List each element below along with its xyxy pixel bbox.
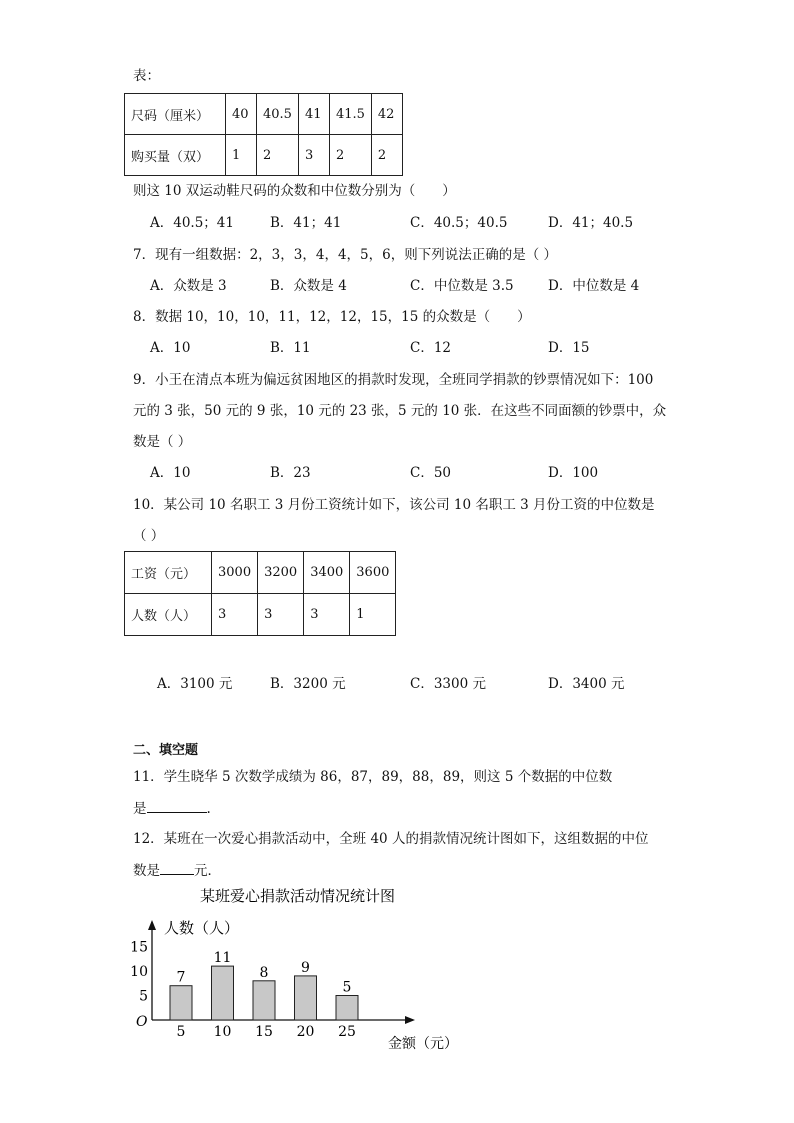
x-tick-label: 10	[213, 1024, 232, 1040]
q7-option-c: C．中位数是 3.5	[410, 278, 514, 294]
q6-option-d: D．41；40.5	[548, 215, 634, 231]
q6-option-b: B．41；41	[270, 215, 342, 231]
bar-data-label: 7	[176, 969, 186, 986]
origin-label: O	[136, 1014, 148, 1030]
bar	[212, 966, 234, 1020]
q12-prefix: 数是	[133, 863, 160, 879]
q7-option-a: A．众数是 3	[150, 278, 227, 294]
x-axis-label: 金额（元）	[388, 1036, 458, 1052]
bar	[253, 981, 275, 1020]
q11-suffix: .	[206, 801, 211, 817]
bar-data-label: 11	[213, 950, 232, 967]
q10-option-c: C．3300 元	[410, 676, 486, 692]
q11-line-1: 11．学生晓华 5 次数学成绩为 86，87，89，88，89，则这 5 个数据的中位数	[133, 769, 613, 785]
bar-data-label: 5	[342, 979, 352, 996]
table-row	[125, 94, 403, 135]
table-cell: 人数（人）	[125, 594, 212, 636]
bar-data-label: 9	[301, 959, 310, 976]
y-tick-label: 15	[130, 939, 148, 956]
table-row	[125, 594, 396, 636]
table-cell: 购买量（双）	[125, 135, 226, 176]
q6-intro: 表：	[133, 68, 160, 84]
shoe-size-table	[124, 93, 403, 176]
table-cell: 41	[298, 94, 329, 135]
q10-line-1: 10．某公司 10 名职工 3 月份工资统计如下，该公司 10 名职工 3 月份工资的中位数是	[133, 497, 655, 513]
bar-data-label: 8	[259, 964, 269, 981]
section-heading: 二、填空题	[133, 743, 199, 758]
x-tick-label: 20	[296, 1024, 315, 1040]
x-tick-label: 5	[176, 1024, 186, 1040]
y-tick-label: 10	[130, 964, 148, 980]
x-tick-label: 25	[338, 1024, 356, 1040]
table-cell: 2	[329, 135, 371, 176]
q9-line-3: 数是（ ）	[133, 434, 192, 450]
q10-option-a: A．3100 元	[157, 676, 233, 692]
table-cell: 3	[212, 594, 258, 636]
q12-line-2	[133, 860, 221, 881]
y-axis-arrow	[148, 920, 156, 930]
donation-bar-chart	[130, 880, 470, 1060]
q9-line-1: 9．小王在清点本班为偏远贫困地区的捐款时发现，全班同学捐款的钞票情况如下：100	[133, 372, 654, 388]
q7-option-d: D．中位数是 4	[548, 278, 640, 294]
table-cell: 工资（元）	[125, 552, 212, 594]
table-cell: 41.5	[329, 94, 371, 135]
table-cell: 42	[371, 94, 402, 135]
table-cell: 3	[304, 594, 350, 636]
q10-line-2: （ ）	[133, 528, 165, 544]
q12-suffix: 元．	[194, 863, 221, 879]
table-cell: 3600	[350, 552, 396, 594]
q8-option-b: B．11	[270, 340, 311, 356]
q6-question: 则这 10 双运动鞋尺码的众数和中位数分别为（ ）	[133, 183, 456, 199]
table-row	[125, 552, 396, 594]
bar	[336, 996, 358, 1021]
q7-option-b: B．众数是 4	[270, 278, 347, 294]
table-cell: 40	[226, 94, 257, 135]
table-cell: 1	[350, 594, 396, 636]
q10-option-b: B．3200 元	[270, 676, 346, 692]
q9-option-a: A．10	[150, 465, 191, 481]
table-cell: 3400	[304, 552, 350, 594]
table-cell: 3	[258, 594, 304, 636]
q10-option-d: D．3400 元	[548, 676, 625, 692]
q8-question: 8．数据 10，10，10，11，12，12，15，15 的众数是（ ）	[133, 309, 531, 325]
q8-option-a: A．10	[150, 340, 191, 356]
q9-line-2: 元的 3 张，50 元的 9 张，10 元的 23 张，5 元的 10 张．在这些不同面额的钞票中，众	[133, 403, 667, 419]
table-cell: 2	[371, 135, 402, 176]
table-cell: 1	[226, 135, 257, 176]
x-axis-arrow	[405, 1016, 415, 1024]
answer-blank[interactable]	[160, 860, 194, 875]
chart-title: 某班爱心捐款活动情况统计图	[200, 887, 396, 905]
q9-option-c: C．50	[410, 465, 452, 481]
salary-table	[124, 551, 396, 636]
bar	[170, 986, 192, 1020]
q6-option-a: A．40.5；41	[150, 215, 234, 231]
q8-option-c: C．12	[410, 340, 452, 356]
q6-option-c: C．40.5；40.5	[410, 215, 508, 231]
q9-option-b: B．23	[270, 465, 311, 481]
bar	[295, 976, 317, 1020]
table-cell: 2	[257, 135, 299, 176]
table-row	[125, 135, 403, 176]
table-cell: 40.5	[257, 94, 299, 135]
table-cell: 3200	[258, 552, 304, 594]
table-cell: 3000	[212, 552, 258, 594]
answer-blank[interactable]	[147, 798, 207, 813]
q11-prefix: 是	[133, 801, 147, 817]
q12-line-1: 12．某班在一次爱心捐款活动中，全班 40 人的捐款情况统计图如下，这组数据的中位	[133, 831, 649, 847]
y-tick-label: 5	[139, 988, 148, 1005]
x-tick-label: 15	[255, 1024, 273, 1040]
table-cell: 3	[298, 135, 329, 176]
q8-option-d: D．15	[548, 340, 590, 356]
q11-line-2	[133, 798, 211, 819]
q9-option-d: D．100	[548, 465, 599, 481]
table-cell: 尺码（厘米）	[125, 94, 226, 135]
q7-question: 7．现有一组数据：2，3，3，4，4，5，6，则下列说法正确的是（ ）	[133, 247, 558, 263]
y-axis-label: 人数（人）	[164, 919, 240, 937]
